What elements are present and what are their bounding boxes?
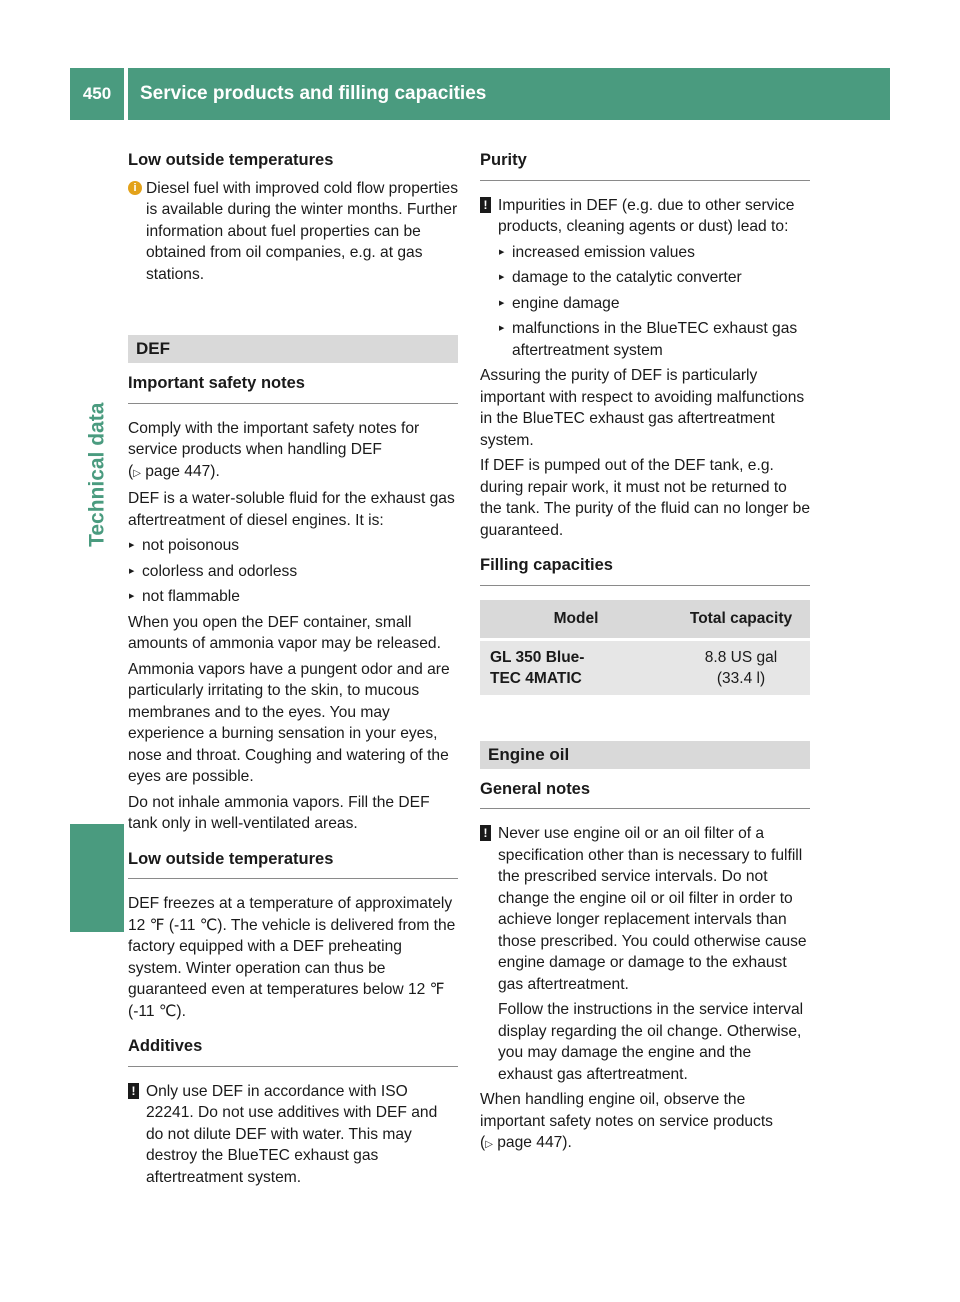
- page-number: 450: [70, 68, 124, 120]
- warning-note-text: Never use engine oil or an oil filter of a specification other than is necessary to fulfill the prescribed service intervals. Do not change the engine oil or oil filter in order to achieve longer replacement intervals than those prescribed. You could otherwise cause engine damage or damage to the exhaust gas aftertreatment.: [498, 825, 807, 993]
- model-line: TEC 4MATIC: [490, 669, 582, 687]
- capacity-line: (33.4 l): [716, 669, 766, 687]
- warning-note-engine-oil: [480, 823, 810, 1085]
- section-heading-low-temp-def: Low outside temperatures: [128, 849, 458, 880]
- filling-capacities-table: [480, 600, 810, 695]
- warning-note-text: Impurities in DEF (e.g. due to other service products, cleaning agents or dust) lead to:: [498, 196, 795, 235]
- warning-note-text: Follow the instructions in the service interval display regarding the oil change. Otherwise, you may damage the engine and the exhaust gas aftertreatment.: [498, 1001, 804, 1083]
- section-heading-filling-capacities: Filling capacities: [480, 555, 810, 586]
- paragraph: When you open the DEF container, small amounts of ammonia vapor may be released.: [128, 613, 441, 652]
- list-item: ▶ colorless and odorless: [128, 561, 458, 583]
- paragraph: DEF freezes at a temperature of approximately 12 ℉ (-11 ℃). The vehicle is delivered from the factory equipped with a DEF preheating system. Winter operation can thus be guaranteed even at temperatures below 12 ℉ (-11 ℃).: [128, 895, 456, 1020]
- chapter-tab-marker: [70, 824, 124, 932]
- section-heading-additives: Additives: [128, 1036, 458, 1067]
- warning-icon: !: [128, 1083, 139, 1099]
- table-row: [480, 638, 810, 695]
- info-note-text: Diesel fuel with improved cold flow properties is available during the winter months. Further information about fuel properties can be obtained from oil companies, e.g. at gas stations.: [146, 179, 459, 283]
- table-cell-model: [480, 638, 672, 695]
- page-ref-arrow-icon: ▷: [485, 1139, 493, 1150]
- column-header-model: Model: [480, 600, 672, 638]
- section-bar-engine-oil: [480, 741, 810, 769]
- table-cell-capacity: [672, 638, 810, 695]
- paragraph: If DEF is pumped out of the DEF tank, e.g. during repair work, it must not be returned to the tank. The purity of the fluid can no longer be guaranteed.: [480, 457, 810, 539]
- paragraph: [480, 1089, 810, 1156]
- section-heading-general-notes: General notes: [480, 779, 810, 810]
- section-heading-low-temp: Low outside temperatures: [128, 151, 334, 169]
- chapter-label: Technical data: [85, 402, 109, 548]
- bullet-list: [128, 535, 458, 608]
- page-ref-arrow-icon: ▷: [133, 467, 141, 479]
- left-column: [128, 150, 458, 1192]
- list-item: ▶ increased emission values: [498, 242, 810, 264]
- warning-note-additives: [128, 1081, 458, 1189]
- right-column: [480, 150, 810, 1160]
- warning-note-text: Only use DEF in accordance with ISO 22241. Do not use additives with DEF and do not dilute DEF with water. This may destroy the BlueTEC exhaust gas aftertreatment system.: [146, 1082, 438, 1186]
- section-bar-def: [128, 335, 458, 363]
- section-heading-purity: Purity: [480, 150, 810, 181]
- paragraph: Assuring the purity of DEF is particularly important with respect to avoiding malfunctions in the BlueTEC exhaust gas aftertreatment system.: [480, 367, 805, 449]
- list-item: ▶ not flammable: [128, 586, 458, 608]
- column-header-capacity: Total capacity: [672, 600, 810, 638]
- list-item: ▶ engine damage: [498, 293, 810, 315]
- table-header-row: [480, 600, 810, 638]
- warning-icon: !: [480, 197, 491, 213]
- info-icon: i: [128, 181, 142, 195]
- paren: (: [480, 1134, 486, 1151]
- paragraph: [128, 418, 458, 485]
- warning-icon: !: [480, 825, 491, 841]
- bullet-list: [480, 242, 810, 362]
- section-bar-title: DEF: [136, 339, 170, 358]
- list-item: ▶ not poisonous: [128, 535, 458, 557]
- list-item: ▶ damage to the catalytic converter: [498, 267, 810, 289]
- info-note-diesel: [128, 178, 458, 286]
- paragraph-text: When handling engine oil, observe the important safety notes on service products: [480, 1091, 773, 1130]
- chapter-label-container: [70, 160, 124, 790]
- paragraph: DEF is a water-soluble fluid for the exhaust gas aftertreatment of diesel engines. It is:: [128, 490, 455, 529]
- paragraph: Ammonia vapors have a pungent odor and are particularly irritating to the skin, to mucous membranes and to the eyes. You may experience a burning sensation in your eyes, nose and throat. Coughing and watering of the eyes are possible.: [128, 660, 450, 785]
- model-line: GL 350 Blue-: [490, 648, 585, 666]
- capacity-line: 8.8 US gal: [704, 648, 778, 666]
- page-title: Service products and filling capacities: [128, 68, 890, 120]
- section-bar-title: Engine oil: [488, 744, 570, 764]
- page-reference-link[interactable]: page 447).: [497, 1134, 572, 1151]
- section-heading-safety-notes: Important safety notes: [128, 373, 458, 404]
- warning-note-purity: [480, 195, 810, 238]
- paren: (: [128, 462, 134, 480]
- paragraph-text: Comply with the important safety notes for service products when handling DEF: [128, 419, 420, 458]
- list-item: ▶ malfunctions in the BlueTEC exhaust gas aftertreatment system: [498, 318, 810, 361]
- paragraph: Do not inhale ammonia vapors. Fill the DEF tank only in well-ventilated areas.: [128, 793, 430, 832]
- page-reference-link[interactable]: page 447).: [145, 462, 220, 480]
